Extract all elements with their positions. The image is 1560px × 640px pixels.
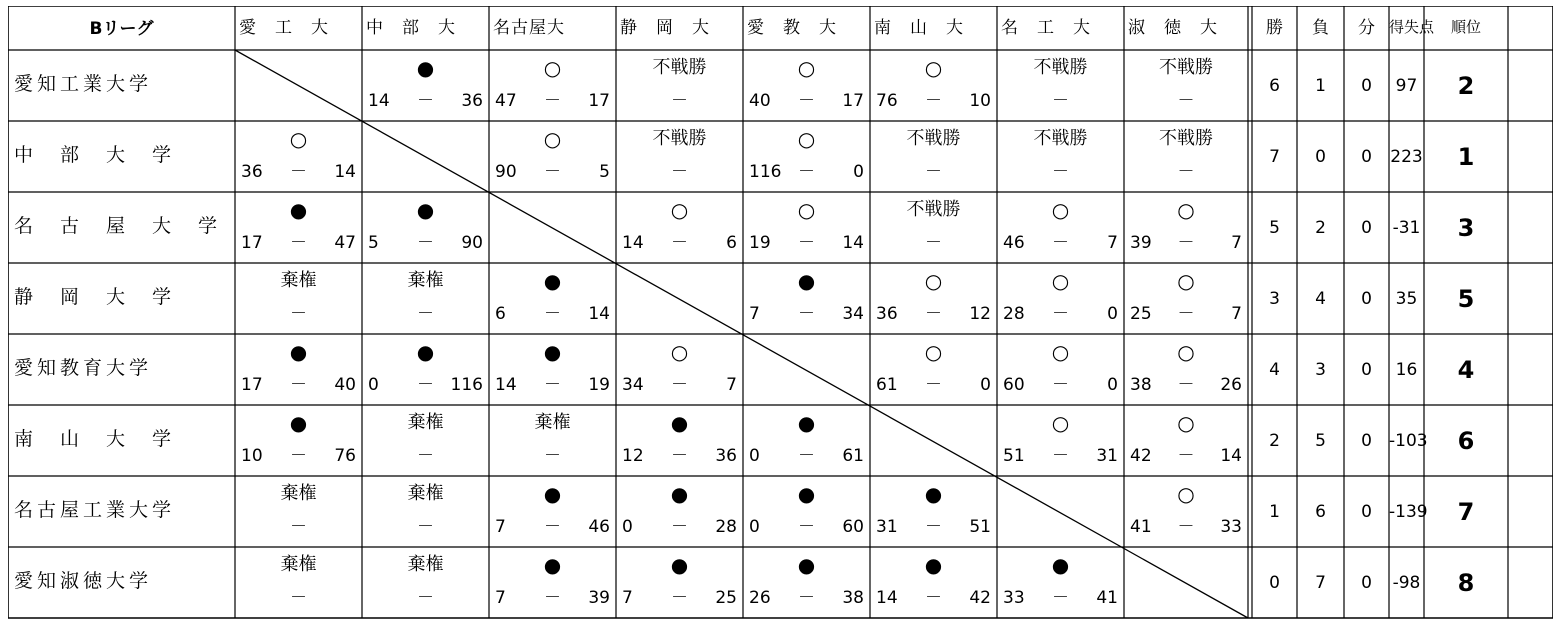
stat-diff: 223 bbox=[1390, 146, 1423, 167]
score-right: 51 bbox=[969, 517, 991, 537]
loss-mark: ● bbox=[797, 411, 816, 435]
score-dash: － bbox=[417, 233, 434, 253]
score-right: 47 bbox=[334, 233, 356, 253]
column-header: 中 部 大 bbox=[366, 18, 456, 38]
score-right: 7 bbox=[1231, 233, 1242, 253]
score-dash: － bbox=[417, 588, 434, 608]
score-right: 26 bbox=[1220, 375, 1242, 395]
score-left: 6 bbox=[495, 304, 506, 324]
score-right: 14 bbox=[842, 233, 864, 253]
win-mark: ○ bbox=[797, 198, 816, 222]
score-right: 10 bbox=[969, 91, 991, 111]
stat-header-points_diff: 得失点 bbox=[1389, 18, 1435, 36]
forfeit-label: 棄権 bbox=[407, 270, 444, 291]
score-right: 76 bbox=[334, 446, 356, 466]
score-right: 14 bbox=[334, 162, 356, 182]
stat-diff: -98 bbox=[1392, 572, 1421, 593]
rank-value: 6 bbox=[1457, 426, 1475, 455]
forfeit-label: 棄権 bbox=[407, 554, 444, 575]
score-right: 38 bbox=[842, 588, 864, 608]
loss-mark: ● bbox=[797, 482, 816, 506]
loss-mark: ● bbox=[289, 340, 308, 364]
loss-mark: ● bbox=[543, 340, 562, 364]
win-mark: ○ bbox=[1051, 269, 1070, 293]
stat-win: 5 bbox=[1269, 217, 1280, 238]
loss-mark: ● bbox=[543, 482, 562, 506]
score-right: 60 bbox=[842, 517, 864, 537]
win-mark: ○ bbox=[797, 127, 816, 151]
score-dash: － bbox=[925, 162, 942, 182]
stat-loss: 0 bbox=[1315, 146, 1326, 167]
stat-diff: 97 bbox=[1395, 75, 1418, 96]
score-left: 34 bbox=[622, 375, 644, 395]
score-left: 14 bbox=[368, 91, 390, 111]
score-dash: － bbox=[417, 517, 434, 537]
team-name: 中 部 大 学 bbox=[14, 143, 176, 166]
score-left: 31 bbox=[876, 517, 898, 537]
column-header: 静 岡 大 bbox=[620, 18, 710, 38]
score-left: 38 bbox=[1130, 375, 1152, 395]
score-left: 17 bbox=[241, 375, 263, 395]
score-left: 36 bbox=[876, 304, 898, 324]
score-right: 41 bbox=[1096, 588, 1118, 608]
stat-win: 1 bbox=[1269, 501, 1280, 522]
win-mark: ○ bbox=[1051, 198, 1070, 222]
score-right: 0 bbox=[1107, 375, 1118, 395]
team-name: 名古屋工業大学 bbox=[14, 498, 176, 521]
rank-value: 3 bbox=[1457, 213, 1475, 242]
score-left: 90 bbox=[495, 162, 517, 182]
score-left: 46 bbox=[1003, 233, 1025, 253]
score-dash: － bbox=[1177, 233, 1195, 253]
score-right: 36 bbox=[461, 91, 483, 111]
stat-draw: 0 bbox=[1361, 572, 1372, 593]
league-title: Bリーグ bbox=[89, 19, 154, 39]
default-win-label: 不戦勝 bbox=[652, 57, 707, 78]
loss-mark: ● bbox=[289, 198, 308, 222]
score-dash: － bbox=[290, 375, 307, 395]
default-win-label: 不戦勝 bbox=[1033, 128, 1088, 149]
stat-diff: -139 bbox=[1389, 501, 1428, 522]
score-left: 7 bbox=[622, 588, 633, 608]
loss-mark: ● bbox=[670, 553, 689, 577]
score-left: 47 bbox=[495, 91, 517, 111]
score-left: 7 bbox=[495, 588, 506, 608]
score-left: 25 bbox=[1130, 304, 1152, 324]
win-mark: ○ bbox=[543, 127, 562, 151]
score-dash: － bbox=[290, 233, 307, 253]
default-win-label: 不戦勝 bbox=[906, 199, 961, 220]
stat-draw: 0 bbox=[1361, 75, 1372, 96]
score-left: 116 bbox=[749, 162, 782, 182]
column-header: 愛 工 大 bbox=[239, 18, 329, 38]
score-dash: － bbox=[798, 304, 815, 324]
score-left: 61 bbox=[876, 375, 898, 395]
score-dash: － bbox=[798, 162, 815, 182]
score-left: 26 bbox=[749, 588, 771, 608]
rank-value: 4 bbox=[1457, 355, 1475, 384]
loss-mark: ● bbox=[797, 553, 816, 577]
score-dash: － bbox=[1052, 446, 1069, 466]
column-header: 南 山 大 bbox=[874, 18, 964, 38]
win-mark: ○ bbox=[1177, 340, 1195, 364]
score-left: 41 bbox=[1130, 517, 1152, 537]
score-left: 40 bbox=[749, 91, 771, 111]
score-right: 14 bbox=[1220, 446, 1242, 466]
win-mark: ○ bbox=[289, 127, 308, 151]
score-right: 19 bbox=[588, 375, 610, 395]
rank-value: 1 bbox=[1457, 142, 1475, 171]
stat-diff: -103 bbox=[1389, 430, 1428, 451]
forfeit-label: 棄権 bbox=[407, 412, 444, 433]
score-right: 0 bbox=[1107, 304, 1118, 324]
score-dash: － bbox=[1052, 162, 1069, 182]
forfeit-label: 棄権 bbox=[280, 270, 317, 291]
stat-loss: 3 bbox=[1315, 359, 1326, 380]
score-left: 14 bbox=[876, 588, 898, 608]
forfeit-label: 棄権 bbox=[280, 483, 317, 504]
score-left: 42 bbox=[1130, 446, 1152, 466]
default-win-label: 不戦勝 bbox=[652, 128, 707, 149]
score-dash: － bbox=[671, 517, 688, 537]
loss-mark: ● bbox=[670, 482, 689, 506]
score-dash: － bbox=[798, 446, 815, 466]
rank-value: 7 bbox=[1457, 497, 1475, 526]
score-dash: － bbox=[417, 91, 434, 111]
score-dash: － bbox=[798, 233, 815, 253]
win-mark: ○ bbox=[1177, 482, 1195, 506]
league-standings-table bbox=[8, 6, 1553, 632]
score-dash: － bbox=[671, 162, 688, 182]
score-right: 36 bbox=[715, 446, 737, 466]
score-right: 17 bbox=[588, 91, 610, 111]
score-dash: － bbox=[1177, 446, 1195, 466]
stat-diff: -31 bbox=[1392, 217, 1421, 238]
score-dash: － bbox=[1177, 162, 1195, 182]
score-right: 33 bbox=[1220, 517, 1242, 537]
score-left: 60 bbox=[1003, 375, 1025, 395]
column-header: 名 工 大 bbox=[1001, 18, 1091, 38]
loss-mark: ● bbox=[543, 553, 562, 577]
stat-loss: 5 bbox=[1315, 430, 1326, 451]
score-dash: － bbox=[290, 517, 307, 537]
stat-diff: 16 bbox=[1395, 359, 1418, 380]
score-right: 6 bbox=[726, 233, 737, 253]
score-dash: － bbox=[1177, 304, 1195, 324]
stat-header-rank: 順位 bbox=[1450, 18, 1481, 36]
score-dash: － bbox=[925, 304, 942, 324]
score-right: 7 bbox=[1107, 233, 1118, 253]
score-dash: － bbox=[290, 446, 307, 466]
score-right: 0 bbox=[980, 375, 991, 395]
stat-header-loss: 負 bbox=[1312, 18, 1329, 38]
score-right: 34 bbox=[842, 304, 864, 324]
score-dash: － bbox=[798, 588, 815, 608]
score-right: 116 bbox=[450, 375, 483, 395]
score-dash: － bbox=[1052, 304, 1069, 324]
score-dash: － bbox=[544, 517, 561, 537]
score-dash: － bbox=[417, 304, 434, 324]
stat-draw: 0 bbox=[1361, 430, 1372, 451]
score-right: 17 bbox=[842, 91, 864, 111]
score-right: 46 bbox=[588, 517, 610, 537]
loss-mark: ● bbox=[670, 411, 689, 435]
default-win-label: 不戦勝 bbox=[906, 128, 961, 149]
stat-draw: 0 bbox=[1361, 501, 1372, 522]
score-dash: － bbox=[544, 588, 561, 608]
score-dash: － bbox=[1052, 375, 1069, 395]
score-dash: － bbox=[925, 517, 942, 537]
score-left: 33 bbox=[1003, 588, 1025, 608]
win-mark: ○ bbox=[924, 56, 943, 80]
stat-win: 7 bbox=[1269, 146, 1280, 167]
score-right: 40 bbox=[334, 375, 356, 395]
loss-mark: ● bbox=[924, 482, 943, 506]
score-right: 42 bbox=[969, 588, 991, 608]
win-mark: ○ bbox=[543, 56, 562, 80]
score-left: 14 bbox=[495, 375, 517, 395]
score-dash: － bbox=[1052, 588, 1069, 608]
score-dash: － bbox=[925, 375, 942, 395]
stat-loss: 6 bbox=[1315, 501, 1326, 522]
win-mark: ○ bbox=[670, 340, 689, 364]
loss-mark: ● bbox=[543, 269, 562, 293]
score-right: 5 bbox=[599, 162, 610, 182]
score-left: 36 bbox=[241, 162, 263, 182]
team-name: 名 古 屋 大 学 bbox=[14, 214, 222, 237]
stat-draw: 0 bbox=[1361, 146, 1372, 167]
score-dash: － bbox=[1177, 375, 1195, 395]
score-right: 28 bbox=[715, 517, 737, 537]
rank-value: 8 bbox=[1457, 568, 1475, 597]
score-left: 14 bbox=[622, 233, 644, 253]
stat-diff: 35 bbox=[1395, 288, 1418, 309]
score-dash: － bbox=[671, 588, 688, 608]
score-dash: － bbox=[1052, 91, 1069, 111]
team-name: 愛知工業大学 bbox=[14, 72, 153, 95]
score-dash: － bbox=[290, 588, 307, 608]
score-left: 76 bbox=[876, 91, 898, 111]
score-dash: － bbox=[798, 91, 815, 111]
win-mark: ○ bbox=[670, 198, 689, 222]
team-name: 愛知淑徳大学 bbox=[14, 569, 153, 592]
win-mark: ○ bbox=[1177, 411, 1195, 435]
forfeit-label: 棄権 bbox=[534, 412, 571, 433]
stat-win: 6 bbox=[1269, 75, 1280, 96]
score-dash: － bbox=[544, 162, 561, 182]
default-win-label: 不戦勝 bbox=[1159, 57, 1213, 78]
score-left: 7 bbox=[749, 304, 760, 324]
score-left: 0 bbox=[749, 517, 760, 537]
score-left: 10 bbox=[241, 446, 263, 466]
score-dash: － bbox=[290, 304, 307, 324]
score-dash: － bbox=[544, 446, 561, 466]
score-dash: － bbox=[1177, 517, 1195, 537]
rank-value: 5 bbox=[1457, 284, 1475, 313]
win-mark: ○ bbox=[1177, 269, 1195, 293]
win-mark: ○ bbox=[1177, 198, 1195, 222]
forfeit-label: 棄権 bbox=[407, 483, 444, 504]
loss-mark: ● bbox=[797, 269, 816, 293]
stat-loss: 1 bbox=[1315, 75, 1326, 96]
score-right: 31 bbox=[1096, 446, 1118, 466]
stat-loss: 4 bbox=[1315, 288, 1326, 309]
score-dash: － bbox=[544, 91, 561, 111]
column-header: 愛 教 大 bbox=[747, 18, 837, 38]
stat-loss: 2 bbox=[1315, 217, 1326, 238]
loss-mark: ● bbox=[416, 340, 435, 364]
win-mark: ○ bbox=[1051, 411, 1070, 435]
score-left: 0 bbox=[622, 517, 633, 537]
score-dash: － bbox=[1052, 233, 1069, 253]
score-right: 25 bbox=[715, 588, 737, 608]
score-left: 7 bbox=[495, 517, 506, 537]
score-right: 39 bbox=[588, 588, 610, 608]
score-right: 0 bbox=[853, 162, 864, 182]
rank-value: 2 bbox=[1457, 71, 1475, 100]
stat-draw: 0 bbox=[1361, 288, 1372, 309]
score-dash: － bbox=[925, 91, 942, 111]
stat-win: 3 bbox=[1269, 288, 1280, 309]
stat-win: 4 bbox=[1269, 359, 1280, 380]
score-dash: － bbox=[1177, 91, 1195, 111]
team-name: 南 山 大 学 bbox=[14, 427, 176, 450]
default-win-label: 不戦勝 bbox=[1033, 57, 1088, 78]
score-left: 51 bbox=[1003, 446, 1025, 466]
score-right: 12 bbox=[969, 304, 991, 324]
score-dash: － bbox=[798, 517, 815, 537]
stat-loss: 7 bbox=[1315, 572, 1326, 593]
score-right: 7 bbox=[1231, 304, 1242, 324]
stat-draw: 0 bbox=[1361, 359, 1372, 380]
score-right: 7 bbox=[726, 375, 737, 395]
loss-mark: ● bbox=[924, 553, 943, 577]
score-left: 19 bbox=[749, 233, 771, 253]
score-dash: － bbox=[544, 375, 561, 395]
win-mark: ○ bbox=[924, 269, 943, 293]
stat-header-draw: 分 bbox=[1358, 18, 1375, 38]
score-right: 90 bbox=[461, 233, 483, 253]
default-win-label: 不戦勝 bbox=[1159, 128, 1213, 149]
score-right: 14 bbox=[588, 304, 610, 324]
team-name: 愛知教育大学 bbox=[14, 356, 153, 379]
score-left: 17 bbox=[241, 233, 263, 253]
loss-mark: ● bbox=[289, 411, 308, 435]
win-mark: ○ bbox=[924, 340, 943, 364]
forfeit-label: 棄権 bbox=[280, 554, 317, 575]
score-dash: － bbox=[925, 588, 942, 608]
score-dash: － bbox=[290, 162, 307, 182]
stat-header-win: 勝 bbox=[1266, 18, 1283, 38]
score-dash: － bbox=[417, 375, 434, 395]
score-dash: － bbox=[671, 375, 688, 395]
score-left: 0 bbox=[749, 446, 760, 466]
team-name: 静 岡 大 学 bbox=[14, 285, 176, 308]
score-dash: － bbox=[671, 91, 688, 111]
loss-mark: ● bbox=[416, 198, 435, 222]
score-left: 5 bbox=[368, 233, 379, 253]
score-right: 61 bbox=[842, 446, 864, 466]
stat-draw: 0 bbox=[1361, 217, 1372, 238]
column-header: 淑 徳 大 bbox=[1128, 18, 1218, 38]
score-left: 12 bbox=[622, 446, 644, 466]
score-dash: － bbox=[544, 304, 561, 324]
win-mark: ○ bbox=[797, 56, 816, 80]
column-header: 名古屋大 bbox=[493, 18, 565, 38]
score-left: 39 bbox=[1130, 233, 1152, 253]
win-mark: ○ bbox=[1051, 340, 1070, 364]
loss-mark: ● bbox=[416, 56, 435, 80]
stat-win: 0 bbox=[1269, 572, 1280, 593]
score-dash: － bbox=[925, 233, 942, 253]
loss-mark: ● bbox=[1051, 553, 1070, 577]
score-dash: － bbox=[671, 233, 688, 253]
score-left: 28 bbox=[1003, 304, 1025, 324]
stat-win: 2 bbox=[1269, 430, 1280, 451]
score-dash: － bbox=[671, 446, 688, 466]
score-dash: － bbox=[417, 446, 434, 466]
score-left: 0 bbox=[368, 375, 379, 395]
